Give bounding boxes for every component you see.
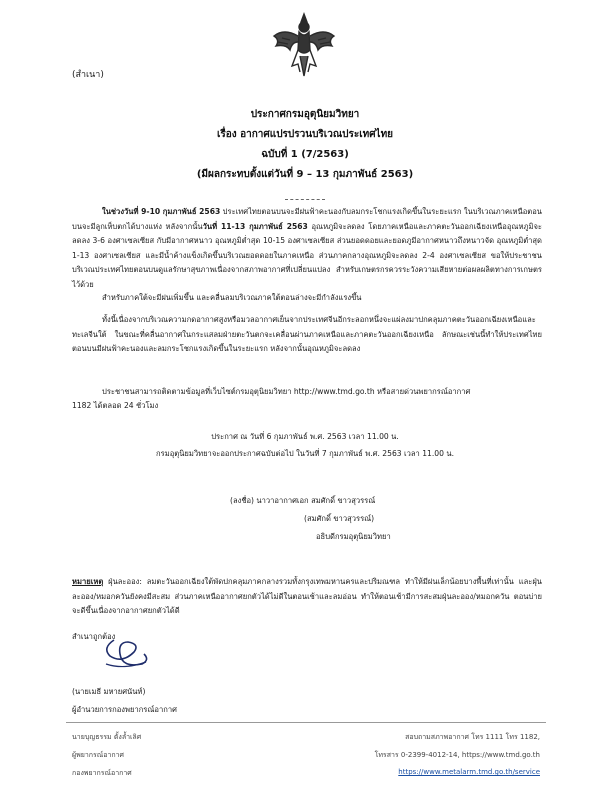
forecast-text-a: ประเทศไทยตอนบนจะมีฝนฟ้าคะนองกับลมกระโชกแรงเกิดขึ้นในระยะแรก ในบริเวณภาคเหนือตอนบนจะมีลูกเห็บตกได้บางแห่ง หลังจากนั้น <box>72 207 542 231</box>
signatory-position: อธิบดีกรมอุตุนิยมวิทยา <box>316 532 391 541</box>
handwritten-signature <box>100 634 152 672</box>
footer-service-link[interactable]: https://www.metalarm.tmd.go.th/service <box>398 768 540 776</box>
signed-line: (ลงชื่อ) นาวาอากาศเอก สมศักดิ์ ขาวสุวรรณ์ <box>230 496 376 505</box>
certified-copy-label: สำเนาถูกต้อง <box>72 632 116 641</box>
copy-mark: (สำเนา) <box>72 70 104 80</box>
paragraph-south: สำหรับภาคใต้จะมีฝนเพิ่มขึ้น และคลื่นลมบริเวณภาคใต้ตอนล่างจะมีกำลังแรงขึ้น <box>102 293 362 302</box>
forecast-date-range-2: วันที่ 11-13 กุมภาพันธ์ 2563 <box>202 221 308 231</box>
footer-division: กองพยากรณ์อากาศ <box>72 769 132 777</box>
issue-number: ฉบับที่ 1 (7/2563) <box>261 149 349 160</box>
paragraph-contact: ประชาชนสามารถติดตามข้อมูลที่เว็บไซต์กรมอุตุนิยมวิทยา http://www.tmd.go.th หรือสายด่วนพยากรณ์อากาศ <box>102 387 471 396</box>
garuda-emblem-icon <box>268 10 340 82</box>
certifier-name: (นายเมธี มหายศนันท์) <box>72 687 146 696</box>
paragraph-contact-cont: 1182 ได้ตลอด 24 ชั่วโมง <box>72 401 159 410</box>
effective-dates: (มีผลกระทบตั้งแต่วันที่ 9 – 13 กุมภาพันธ์ 2563) <box>196 169 414 180</box>
forecast-text-b: อุณหภูมิจะลดลง โดยภาคเหนือและภาคตะวันออกเฉียงเหนืออุณหภูมิจะลดลง 3-6 องศาเซลเซียส กับมีอากาศหนาว อุณหภูมิต่ำสุด 10-15 องศาเซลเซียส ส่วนยอดดอยและยอดภูมีอากาศหนาวถึงหนาวจัด อุณหภูมิต่ำสุด 1-13 องศาเซลเซียส และมีน้ำค้างแข็งเกิดขึ้นบริเวณยอดดอยในภาคเหนือ ส่วนภาคกลางอุณหภูมิจะลดลง 2-4 องศาเซลเซียส ขอให้ประชาชนบริเวณประเทศไทยตอนบนดูแลรักษาสุขภาพเนื่องจากสภาพอากาศที่เปลี่ยนแปลง สำหรับเกษตรกรควรระวังความเสียหายต่อผลผลิตทางการเกษตรไว้ด้วย <box>72 221 542 289</box>
footer-fax-web: โทรสาร 0-2399-4012-14, https://www.tmd.go.th <box>374 751 540 759</box>
paragraph-cause: ทั้งนี้เนื่องจากบริเวณความกดอากาศสูงหรือมวลอากาศเย็นจากประเทศจีนอีกระลอกหนึ่งจะแผ่ลงมาปกคลุมภาคตะวันออกเฉียงเหนือและทะเลจีนใต้ ในขณะที่คลื่นอากาศในกระแสลมฝ่ายตะวันตกจะเคลื่อนผ่านภาคเหนือและภาคตะวันออกเฉียงเหนือ ลักษณะเช่นนี้ทำให้ประเทศไทยตอนบนมีฝนฟ้าคะนองและลมกระโชกแรงเกิดขึ้นในระยะแรก หลังจากนั้นอุณหภูมิจะลดลง <box>72 315 542 354</box>
footer-phone: สอบถามสภาพอากาศ โทร 1111 โทร 1182, <box>405 733 540 741</box>
paragraph-forecast <box>72 205 542 293</box>
remark <box>72 575 542 619</box>
footer-forecaster-title: ผู้พยากรณ์อากาศ <box>72 751 124 759</box>
certifier-role: ผู้อำนวยการกองพยากรณ์อากาศ <box>72 705 177 714</box>
forecast-date-range: ในช่วงวันที่ 9-10 กุมภาพันธ์ 2563 <box>102 207 221 216</box>
remark-text: ฝุ่นละออง: ลมตะวันออกเฉียงใต้พัดปกคลุมภาคกลางรวมทั้งกรุงเทพมหานครและปริมณฑล ทำให้มีฝนเล็กน้อยบางพื้นที่เท่านั้น และฝุ่นละออง/หมอกควันยังคงมีสะสม ส่วนภาคเหนืออากาศยกตัวได้ไม่ดีในตอนเช้าและลมอ่อน ทำให้ตอนเช้ามีการสะสมฝุ่นละออง/หมอกควัน ตอนบ่ายจะดีขึ้นเนื่องจากอากาศยกตัวได้ดี <box>72 577 542 616</box>
subject-line: เรื่อง อากาศแปรปรวนบริเวณประเทศไทย <box>216 129 394 140</box>
footer-divider <box>66 722 546 723</box>
header-divider <box>285 199 325 200</box>
remark-label: หมายเหตุ <box>72 577 104 586</box>
footer-forecaster-name: นายบุญธรรม ตั้งล้ำเลิศ <box>72 733 142 741</box>
announce-date: ประกาศ ณ วันที่ 6 กุมภาพันธ์ พ.ศ. 2563 เวลา 11.00 น. <box>211 432 399 441</box>
signatory-name: (สมศักดิ์ ขาวสุวรรณ์) <box>304 514 375 523</box>
page-title: ประกาศกรมอุตุนิยมวิทยา <box>250 109 360 120</box>
next-issue: กรมอุตุนิยมวิทยาจะออกประกาศฉบับต่อไป ในวันที่ 7 กุมภาพันธ์ พ.ศ. 2563 เวลา 11.00 น. <box>156 449 454 458</box>
